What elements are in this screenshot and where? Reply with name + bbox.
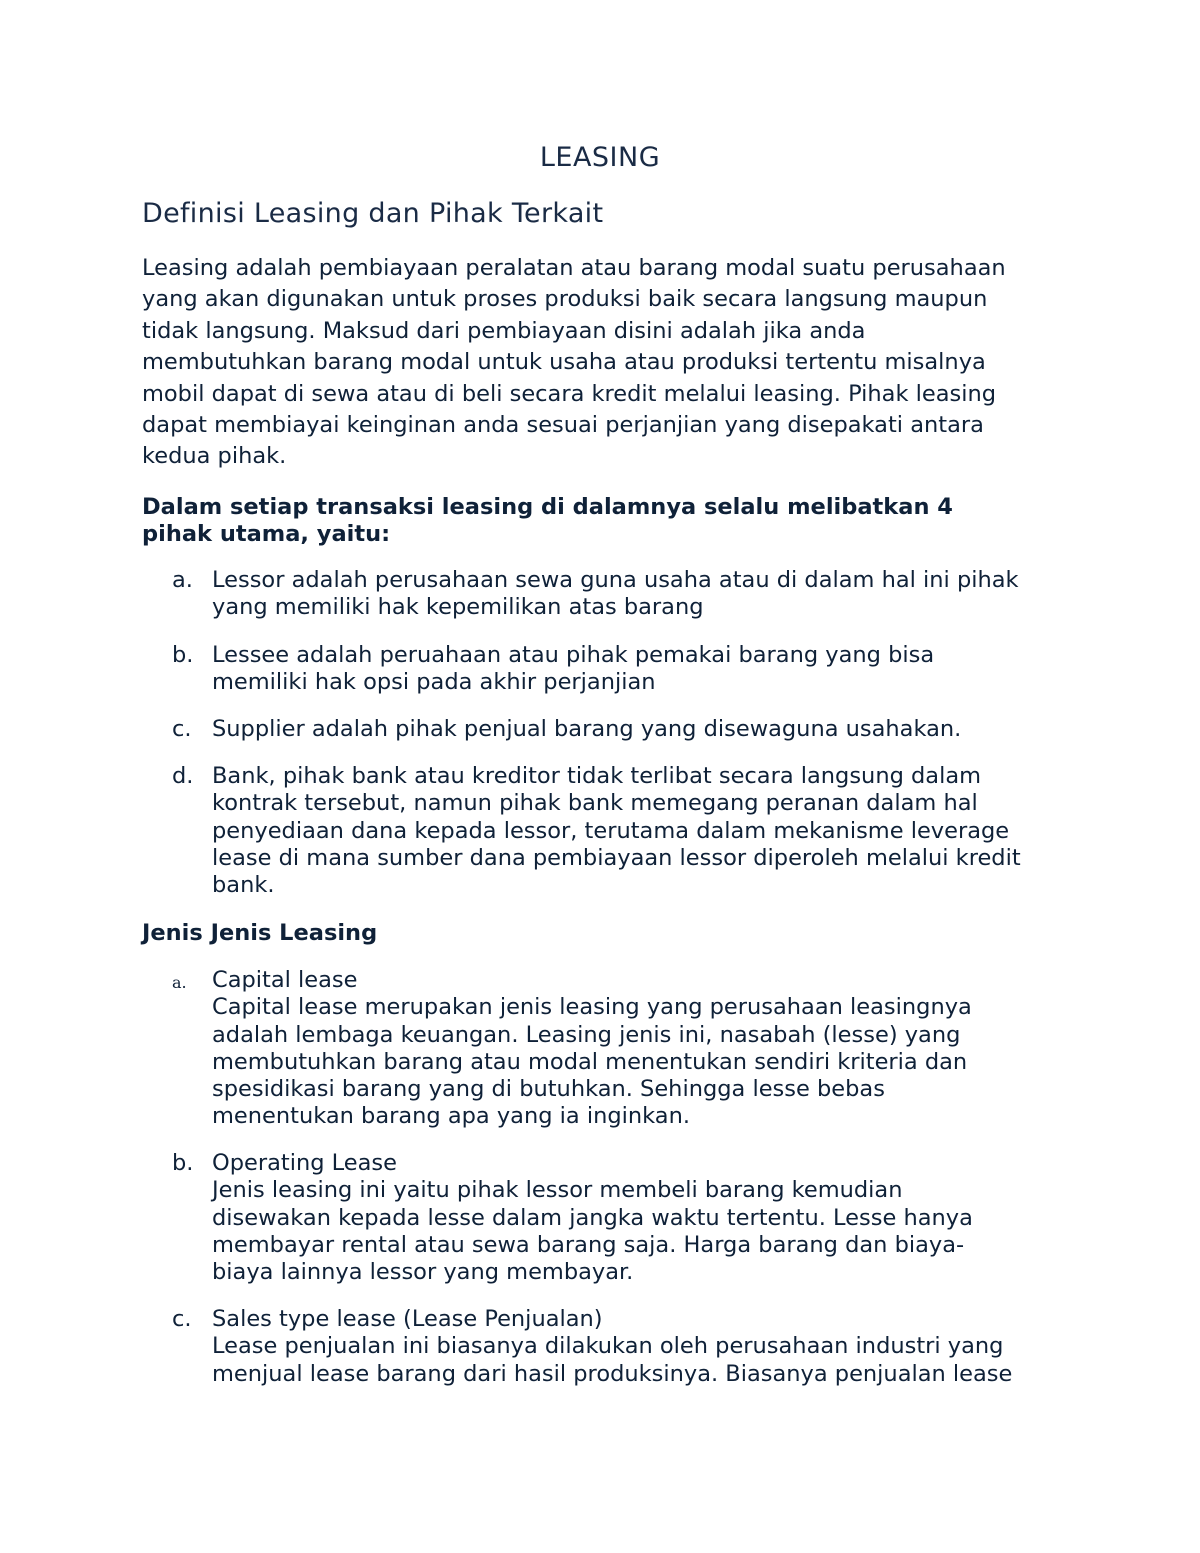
list-marker: b.: [172, 1150, 194, 1176]
list-item-line: Supplier adalah pihak penjual barang yang disewaguna usahakan.: [212, 716, 962, 742]
list-item-line: menjual lease barang dari hasil produksinya. Biasanya penjualan lease: [212, 1360, 1013, 1387]
list-item-line: Lessor adalah perusahaan sewa guna usaha atau di dalam hal ini pihak: [212, 567, 1019, 593]
list-item-line: kontrak tersebut, namun pihak bank memegang peranan dalam hal: [212, 790, 978, 817]
list-item-line: Bank, pihak bank atau kreditor tidak terlibat secara langsung dalam: [212, 763, 982, 789]
paragraph-line: kedua pihak.: [142, 443, 287, 470]
list-item-line: spesidikasi barang yang di butuhkan. Sehingga lesse bebas: [212, 1076, 885, 1103]
list-marker: c.: [172, 716, 192, 742]
document-title: LEASING: [539, 142, 661, 173]
list-item-line: disewakan kepada lesse dalam jangka waktu tertentu. Lesse hanya: [212, 1204, 973, 1231]
list-marker: a.: [172, 973, 187, 992]
list-item-line: penyediaan dana kepada lessor, terutama dalam mekanisme leverage: [212, 817, 1010, 844]
list-marker: d.: [172, 763, 194, 789]
paragraph-line: tidak langsung. Maksud dari pembiayaan disini adalah jika anda: [142, 317, 866, 344]
list-item-line: Sales type lease (Lease Penjualan): [212, 1306, 603, 1332]
paragraph-line: Dalam setiap transaksi leasing di dalamnya selalu melibatkan 4: [142, 494, 953, 520]
list-item-line: menentukan barang apa yang ia inginkan.: [212, 1103, 690, 1130]
list-item-line: lease di mana sumber dana pembiayaan lessor diperoleh melalui kredit: [212, 844, 1021, 871]
paragraph-line: pihak utama, yaitu:: [142, 521, 391, 547]
list-item-line: membutuhkan barang atau modal menentukan sendiri kriteria dan: [212, 1048, 968, 1075]
list-item-line: Operating Lease: [212, 1150, 397, 1176]
paragraph-line: mobil dapat di sewa atau di beli secara kredit melalui leasing. Pihak leasing: [142, 380, 997, 407]
list-marker: a.: [172, 567, 193, 593]
list-item-line: Lessee adalah peruahaan atau pihak pemakai barang yang bisa: [212, 642, 935, 668]
list-item-line: Lease penjualan ini biasanya dilakukan oleh perusahaan industri yang: [212, 1333, 1004, 1360]
list-item-line: Jenis leasing ini yaitu pihak lessor membeli barang kemudian: [212, 1177, 903, 1204]
list-item-line: memiliki hak opsi pada akhir perjanjian: [212, 669, 656, 696]
intro-paragraph: [142, 253, 1062, 473]
list-marker: b.: [172, 642, 194, 668]
list-item-line: Capital lease: [212, 967, 358, 993]
paragraph-line: membutuhkan barang modal untuk usaha atau produksi tertentu misalnya: [142, 349, 986, 376]
list-marker: c.: [172, 1306, 192, 1332]
list-item-line: membayar rental atau sewa barang saja. Harga barang dan biaya-: [212, 1231, 965, 1258]
list-item-line: bank.: [212, 872, 275, 899]
list-item-line: Capital lease merupakan jenis leasing yang perusahaan leasingnya: [212, 994, 972, 1021]
paragraph-line: Leasing adalah pembiayaan peralatan atau barang modal suatu perusahaan: [142, 255, 1006, 281]
paragraph-line: yang akan digunakan untuk proses produksi baik secara langsung maupun: [142, 286, 988, 313]
list-item-line: biaya lainnya lessor yang membayar.: [212, 1259, 634, 1286]
section-heading-definition: Definisi Leasing dan Pihak Terkait: [142, 198, 604, 229]
list-item-line: adalah lembaga keuangan. Leasing jenis ini, nasabah (lesse) yang: [212, 1021, 961, 1048]
list-item-line: yang memiliki hak kepemilikan atas barang: [212, 594, 704, 621]
parties-intro: [142, 494, 1062, 548]
section-heading-types: Jenis Jenis Leasing: [142, 920, 378, 946]
paragraph-line: dapat membiayai keinginan anda sesuai perjanjian yang disepakati antara: [142, 412, 984, 439]
